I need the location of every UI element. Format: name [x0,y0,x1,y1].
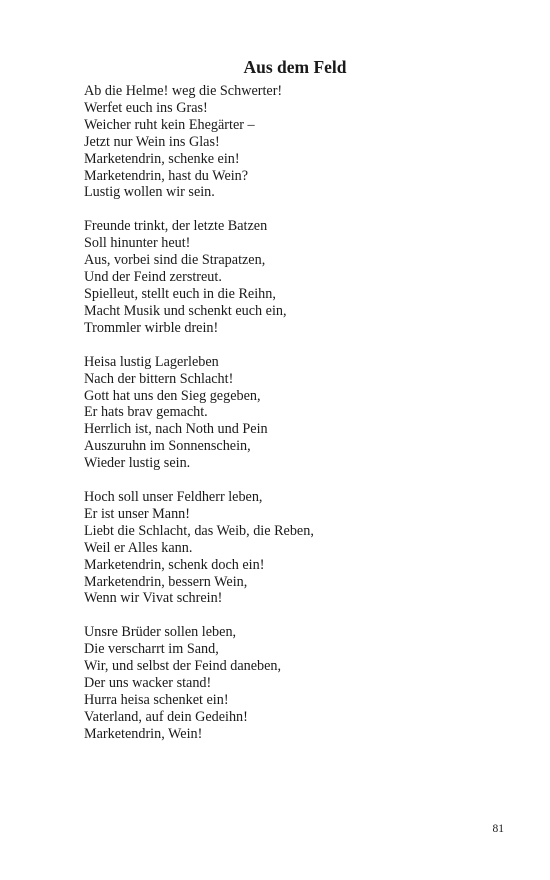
poem-line: Ab die Helme! weg die Schwerter! [84,83,283,99]
poem-line: Marketendrin, hast du Wein? [84,167,249,184]
poem-line: Marketendrin, bessern Wein, [84,573,248,590]
poem-line: Marketendrin, schenk doch ein! [84,556,265,573]
poem-line: Werfet euch ins Gras! [84,99,208,116]
poem-line: Wenn wir Vivat schrein! [84,590,223,607]
poem-line: Trommler wirble drein! [84,319,219,336]
stanza-2 [84,218,504,336]
poem-line: Freunde trinkt, der letzte Batzen [84,218,268,235]
poem-line: Und der Feind zerstreut. [84,269,222,286]
poem-line: Marketendrin, Wein! [84,725,203,742]
stanza-4 [84,489,504,607]
page-number: 81 [492,823,504,835]
poem-body [84,83,504,760]
poem-line: Nach der bittern Schlacht! [84,370,234,387]
stanza-5 [84,624,504,742]
poem-line: Lustig wollen wir sein. [84,184,215,201]
poem-title: Aus dem Feld [243,57,347,77]
poem-line: Soll hinunter heut! [84,235,191,252]
poem-line: Unsre Brüder sollen leben, [84,624,237,641]
poem-line: Wir, und selbst der Feind daneben, [84,658,282,675]
poem-line: Herrlich ist, nach Noth und Pein [84,421,268,438]
poem-line: Heisa lustig Lagerleben [84,353,219,370]
poem-line: Hurra heisa schenket ein! [84,692,229,708]
poem-line: Gott hat uns den Sieg gegeben, [84,387,261,404]
poem-line: Spielleut, stellt euch in die Reihn, [84,285,276,302]
poem-line: Der uns wacker stand! [84,675,212,692]
poem-line: Wieder lustig sein. [84,455,191,472]
poem-line: Auszuruhn im Sonnenschein, [84,438,251,455]
poem-line: Aus, vorbei sind die Strapatzen, [84,252,266,269]
poem-line: Weicher ruht kein Ehegärter – [84,116,255,133]
poem-line: Liebt die Schlacht, das Weib, die Reben, [84,522,314,539]
poem-line: Hoch soll unser Feldherr leben, [84,489,263,506]
poem-line: Die verscharrt im Sand, [84,641,219,658]
poem-line: Marketendrin, schenke ein! [84,150,240,167]
stanza-1 [84,83,504,201]
stanza-3 [84,354,504,472]
poem-line: Macht Musik und schenkt euch ein, [84,302,287,319]
poem-line: Er ist unser Mann! [84,505,190,522]
poem-line: Er hats brav gemacht. [84,404,208,421]
poem-line: Jetzt nur Wein ins Glas! [84,133,220,150]
poem-line: Vaterland, auf dein Gedeihn! [84,708,248,725]
poem-line: Weil er Alles kann. [84,539,193,556]
